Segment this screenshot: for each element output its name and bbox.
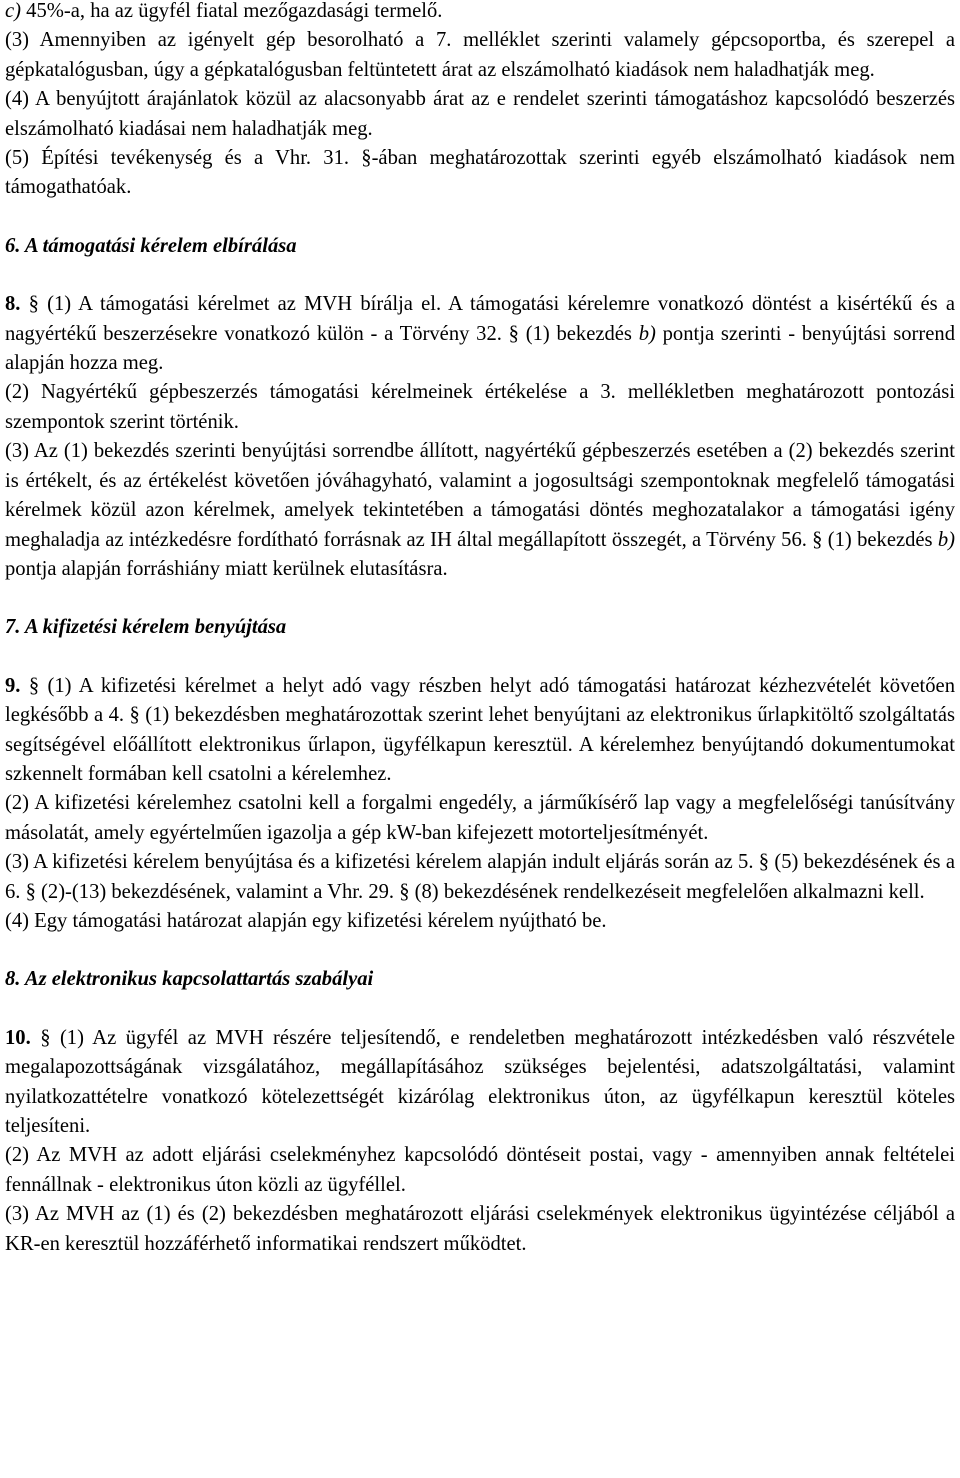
spacer xyxy=(5,995,955,1024)
section-9-paragraph-4: (4) Egy támogatási határozat alapján egy kifizetési kérelem nyújtható be. xyxy=(5,909,607,932)
section-8-paragraph-1: 8. § (1) A támogatási kérelmet az MVH bírálja el. A támogatási kérelemre vonatkozó döntést a kisértékű és a nagyértékű beszerzésekre vonatkozó külön - a Törvény 32. § (1) bekezdés b) pontja szerinti - benyújtási sorrend alapján hozza meg. xyxy=(5,293,955,375)
document-page xyxy=(5,0,955,1259)
section-8-paragraph-3: (3) Az (1) bekezdés szerinti benyújtási sorrendbe állított, nagyértékű gépbeszerzés esetében a (2) bekezdés szerint is értékelt, és az értékelést követően jóváhagyható, valamint a jogosultsági szempontoknak megfelelő támogatási kérelmek közül azon kérelmek, amelyek tekintetében a támogatási döntés meghozatalakor a támogatási igény meghaladja az intézkedésre fordítható forrásnak az IH által megállapított összegét, a Törvény 56. § (1) bekezdés b) pontja alapján forráshiány miatt kerülnek elutasításra. xyxy=(5,440,955,580)
spacer xyxy=(5,261,955,290)
section-number: 9. xyxy=(5,674,21,697)
spacer xyxy=(5,584,955,613)
paragraph-c xyxy=(5,0,955,26)
section-7-title: 7. A kifizetési kérelem benyújtása xyxy=(5,616,287,639)
section-10-paragraph-3: (3) Az MVH az (1) és (2) bekezdésben meghatározott eljárási cselekmények elektronikus ügyintézése céljából a KR-en keresztül hozzáférhető informatikai rendszert működtet. xyxy=(5,1203,955,1255)
section-8-title: 8. Az elektronikus kapcsolattartás szabályai xyxy=(5,968,374,991)
section-6-title: 6. A támogatási kérelem elbírálása xyxy=(5,234,297,257)
section-number: 8. xyxy=(5,293,21,316)
spacer xyxy=(5,203,955,232)
section-9-paragraph-3: (3) A kifizetési kérelem benyújtása és a kifizetési kérelem alapján indult eljárás során az 5. § (5) bekezdésének és a 6. § (2)-(13) bekezdésének, valamint a Vhr. 29. § (8) bekezdésének rendelkezéseit megfelelően alkalmazni kell. xyxy=(5,851,955,903)
section-number: 10. xyxy=(5,1026,31,1049)
spacer xyxy=(5,643,955,672)
paragraph-4: (4) A benyújtott árajánlatok közül az alacsonyabb árat az e rendelet szerinti támogatáshoz kapcsolódó beszerzés elszámolható kiadásai nem haladhatják meg. xyxy=(5,88,955,140)
section-10-paragraph-2: (2) Az MVH az adott eljárási cselekményhez kapcsolódó döntéseit postai, vagy - amennyiben annak feltételei fennállnak - elektronikus úton közli az ügyféllel. xyxy=(5,1144,955,1196)
paragraph-5: (5) Építési tevékenység és a Vhr. 31. §-ában meghatározottak szerinti egyéb elszámolható kiadások nem támogathatóak. xyxy=(5,147,955,199)
spacer xyxy=(5,936,955,965)
section-9-paragraph-2: (2) A kifizetési kérelemhez csatolni kell a forgalmi engedély, a járműkísérő lap vagy a megfelelőségi tanúsítvány másolatát, amely egyértelműen igazolja a gép kW-ban kifejezett motorteljesítményét. xyxy=(5,792,955,844)
section-9-paragraph-1: 9. § (1) A kifizetési kérelmet a helyt adó vagy részben helyt adó támogatási határozat kézhezvételét követően legkésőbb a 4. § (1) bekezdésben meghatározottak szerint lehet benyújtani az elektronikus űrlapkitöltő szolgáltatás segítségével előállított elektronikus űrlapon, ügyfélkapun keresztül. A kérelemhez benyújtandó dokumentumokat szkennelt formában kell csatolni a kérelemhez. xyxy=(5,674,955,785)
section-10-paragraph-1: 10. § (1) Az ügyfél az MVH részére teljesítendő, e rendeletben meghatározott intézkedésben való részvétele megalapozottságának vizsgálatához, megállapításához szükséges bejelentési, adatszolgáltatási, valamint nyilatkozattételre vonatkozó kötelezettségét kizárólag elektronikus úton, az ügyfélkapun keresztül köteles teljesíteni. xyxy=(5,1026,955,1137)
section-8-paragraph-2: (2) Nagyértékű gépbeszerzés támogatási kérelmeinek értékelése a 3. mellékletben meghatározott pontozási szempontok szerint történik. xyxy=(5,381,955,433)
point-label: c) xyxy=(5,0,21,22)
paragraph-3: (3) Amennyiben az igényelt gép besorolható a 7. melléklet szerinti valamely gépcsoportba, és szerepel a gépkatalógusban, úgy a gépkatalógusban feltüntetett árat az elszámolható kiadások nem haladhatják meg. xyxy=(5,29,955,81)
paragraph-text: 45%-a, ha az ügyfél fiatal mezőgazdasági termelő. xyxy=(21,0,443,22)
